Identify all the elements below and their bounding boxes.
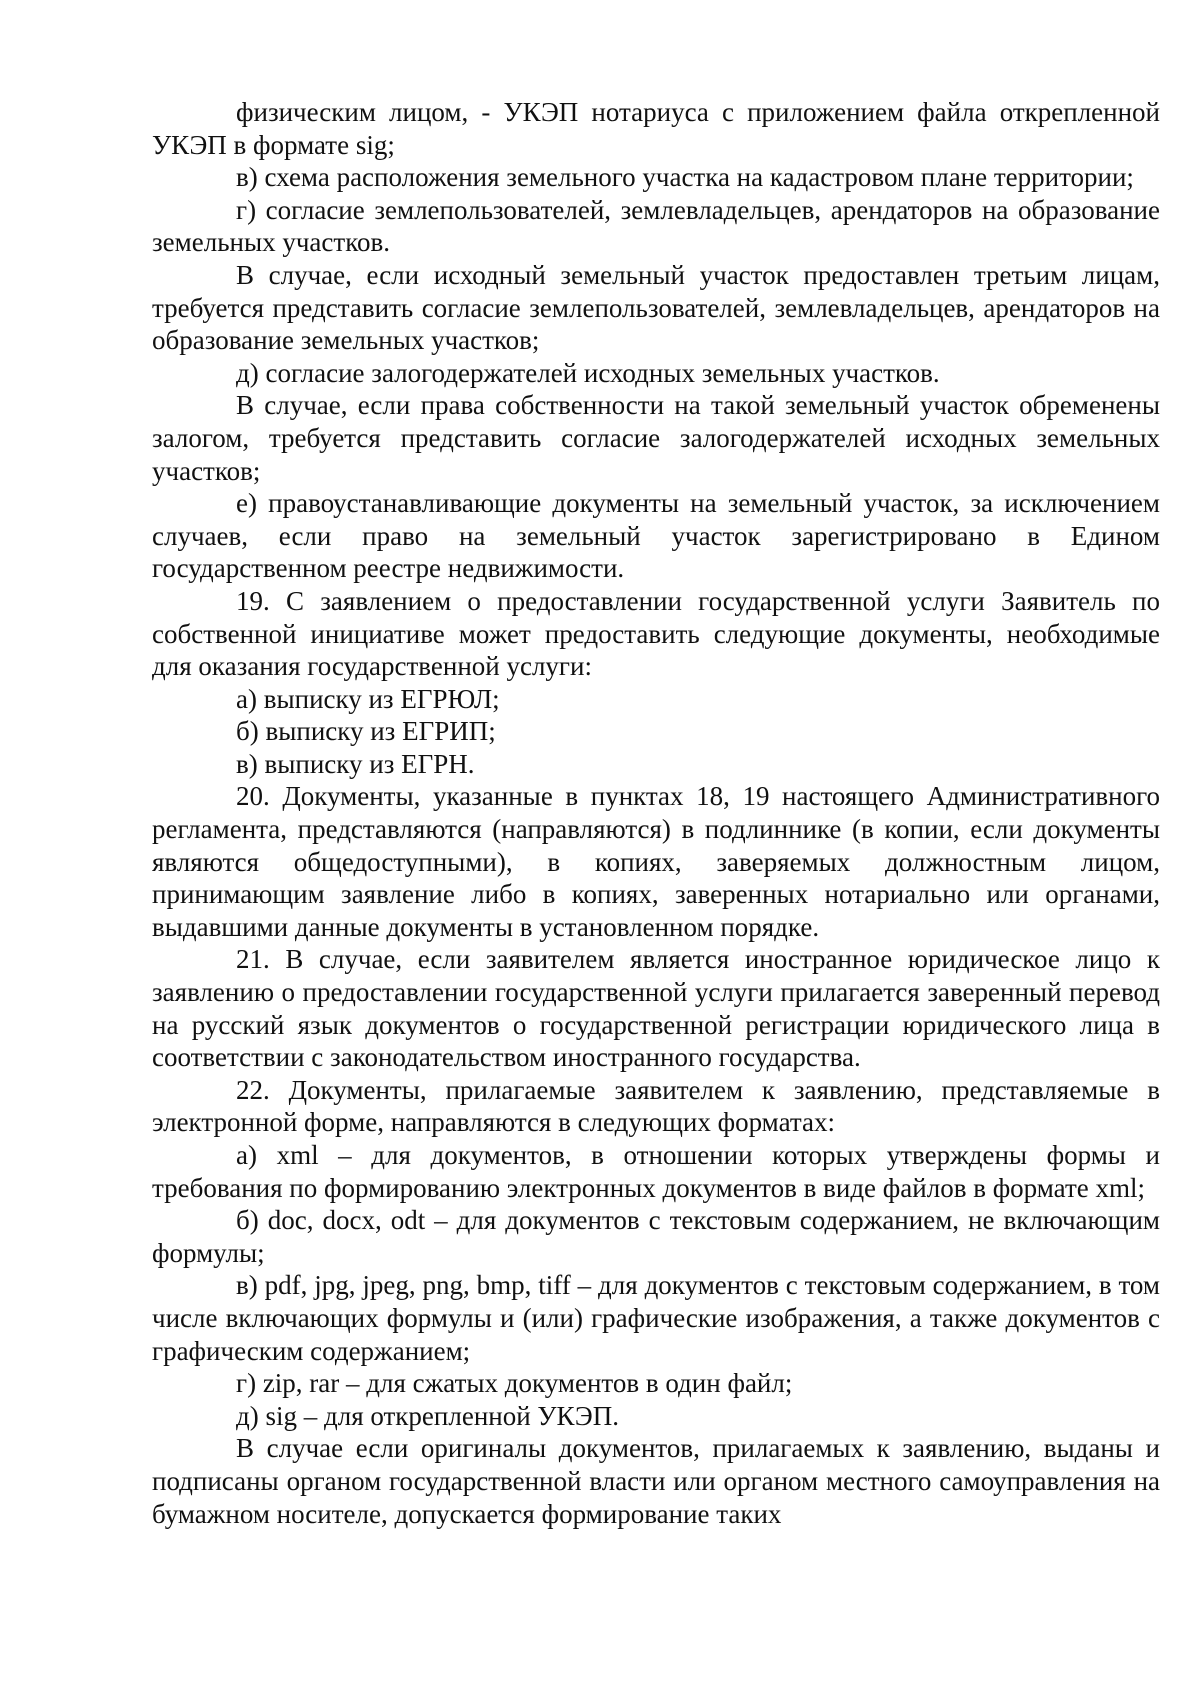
paragraph: физическим лицом, - УКЭП нотариуса с приложением файла открепленной УКЭП в формате sig;	[152, 97, 1160, 160]
paragraph: е) правоустанавливающие документы на земельный участок, за исключением случаев, если право на земельный участок зарегистрировано в Едином государственном реестре недвижимости.	[152, 488, 1160, 584]
paragraph: 20. Документы, указанные в пунктах 18, 19 настоящего Административного регламента, представляются (направляются) в подлиннике (в копии, если документы являются общедоступными), в копиях, заверяемых должностным лицом, принимающим заявление либо в копиях, заверенных нотариально или органами, выдавшими данные документы в установленном порядке.	[152, 781, 1160, 942]
paragraph: В случае, если исходный земельный участок предоставлен третьим лицам, требуется представить согласие землепользователей, землевладельцев, арендаторов на образование земельных участков;	[152, 259, 1160, 356]
paragraph: 19. С заявлением о предоставлении государственной услуги Заявитель по собственной инициативе может предоставить следующие документы, необходимые для оказания государственной услуги:	[152, 585, 1160, 682]
paragraph: 21. В случае, если заявителем является иностранное юридическое лицо к заявлению о предоставлении государственной услуги прилагается заверенный перевод на русский язык документов о государственной регистрации юридического лица в соответствии с законодательством иностранного государства.	[152, 944, 1160, 1073]
document-body	[152, 96, 1160, 1530]
paragraph: д) sig – для открепленной УКЭП.	[236, 1400, 619, 1431]
paragraph: в) pdf, jpg, jpeg, png, bmp, tiff – для документов с текстовым содержанием, в том числе включающих формулы и (или) графические изображения, а также документов с графическим содержанием;	[152, 1270, 1160, 1366]
paragraph: В случае, если права собственности на такой земельный участок обременены залогом, требуется представить согласие залогодержателей исходных земельных участков;	[152, 390, 1160, 486]
paragraph: б) выписку из ЕГРИП;	[236, 716, 496, 747]
paragraph: 22. Документы, прилагаемые заявителем к заявлению, представляемые в электронной форме, направляются в следующих форматах:	[152, 1074, 1160, 1138]
paragraph: д) согласие залогодержателей исходных земельных участков.	[236, 357, 940, 388]
paragraph: а) xml – для документов, в отношении которых утверждены формы и требования по формированию электронных документов в виде файлов в формате xml;	[152, 1140, 1160, 1203]
paragraph: г) zip, rar – для сжатых документов в один файл;	[236, 1368, 793, 1399]
paragraph: в) выписку из ЕГРН.	[236, 748, 475, 779]
paragraph: в) схема расположения земельного участка на кадастровом плане территории;	[236, 162, 1134, 193]
paragraph: В случае если оригиналы документов, прилагаемых к заявлению, выданы и подписаны органом государственной власти или органом местного самоуправления на бумажном носителе, допускается формирование таких	[152, 1433, 1160, 1529]
paragraph: б) doc, docx, odt – для документов с текстовым содержанием, не включающим формулы;	[152, 1205, 1160, 1268]
paragraph: а) выписку из ЕГРЮЛ;	[236, 683, 500, 714]
paragraph: г) согласие землепользователей, землевладельцев, арендаторов на образование земельных участков.	[152, 194, 1160, 258]
